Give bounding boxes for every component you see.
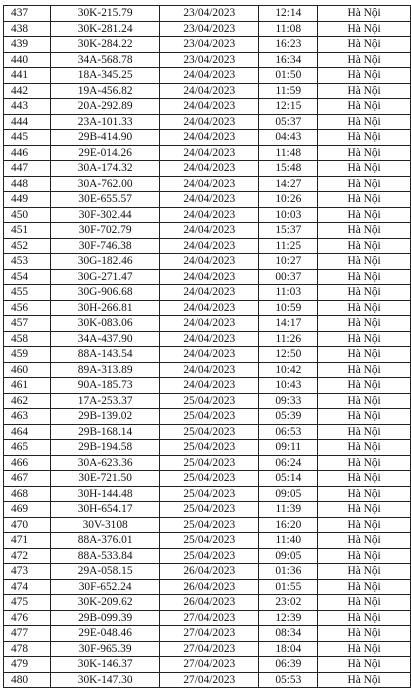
license-plate-cell: 29E-048.46: [51, 626, 160, 642]
time-cell: 23:02: [259, 595, 318, 611]
location-cell: Hà Nội: [318, 393, 411, 409]
date-cell: 27/04/2023: [160, 657, 259, 673]
time-cell: 11:08: [259, 21, 318, 37]
table-row: [4, 657, 411, 673]
date-cell: 24/04/2023: [160, 269, 259, 285]
license-plate-cell: 30F-702.79: [51, 223, 160, 239]
table-row: [4, 362, 411, 378]
table-row: [4, 641, 411, 657]
row-number-cell: 475: [4, 595, 51, 611]
time-cell: 08:34: [259, 626, 318, 642]
row-number-cell: 478: [4, 641, 51, 657]
table-row: [4, 130, 411, 146]
time-cell: 16:20: [259, 517, 318, 533]
table-row: [4, 626, 411, 642]
date-cell: 25/04/2023: [160, 424, 259, 440]
location-cell: Hà Nội: [318, 99, 411, 115]
date-cell: 24/04/2023: [160, 130, 259, 146]
row-number-cell: 466: [4, 455, 51, 471]
date-cell: 26/04/2023: [160, 579, 259, 595]
table-row: [4, 533, 411, 549]
table-row: [4, 316, 411, 332]
row-number-cell: 442: [4, 83, 51, 99]
license-plate-cell: 30H-144.48: [51, 486, 160, 502]
license-plate-cell: 30A-174.32: [51, 161, 160, 177]
time-cell: 10:59: [259, 300, 318, 316]
date-cell: 24/04/2023: [160, 68, 259, 84]
row-number-cell: 448: [4, 176, 51, 192]
location-cell: Hà Nội: [318, 52, 411, 68]
row-number-cell: 480: [4, 672, 51, 688]
row-number-cell: 454: [4, 269, 51, 285]
row-number-cell: 444: [4, 114, 51, 130]
license-plate-cell: 30K-215.79: [51, 6, 160, 22]
location-cell: Hà Nội: [318, 269, 411, 285]
row-number-cell: 452: [4, 238, 51, 254]
location-cell: Hà Nội: [318, 37, 411, 53]
row-number-cell: 467: [4, 471, 51, 487]
row-number-cell: 440: [4, 52, 51, 68]
license-plate-cell: 30A-762.00: [51, 176, 160, 192]
table-row: [4, 440, 411, 456]
table-row: [4, 68, 411, 84]
table-body: [4, 6, 411, 688]
date-cell: 24/04/2023: [160, 99, 259, 115]
time-cell: 11:25: [259, 238, 318, 254]
date-cell: 25/04/2023: [160, 440, 259, 456]
table-row: [4, 52, 411, 68]
row-number-cell: 477: [4, 626, 51, 642]
location-cell: Hà Nội: [318, 610, 411, 626]
time-cell: 05:53: [259, 672, 318, 688]
license-plate-cell: 20A-292.89: [51, 99, 160, 115]
row-number-cell: 459: [4, 347, 51, 363]
date-cell: 25/04/2023: [160, 409, 259, 425]
location-cell: Hà Nội: [318, 409, 411, 425]
license-plate-cell: 30G-182.46: [51, 254, 160, 270]
date-cell: 26/04/2023: [160, 564, 259, 580]
location-cell: Hà Nội: [318, 68, 411, 84]
license-plate-cell: 30K-146.37: [51, 657, 160, 673]
time-cell: 06:24: [259, 455, 318, 471]
row-number-cell: 457: [4, 316, 51, 332]
location-cell: Hà Nội: [318, 440, 411, 456]
location-cell: Hà Nội: [318, 145, 411, 161]
time-cell: 14:27: [259, 176, 318, 192]
row-number-cell: 438: [4, 21, 51, 37]
date-cell: 24/04/2023: [160, 238, 259, 254]
date-cell: 27/04/2023: [160, 610, 259, 626]
date-cell: 27/04/2023: [160, 672, 259, 688]
row-number-cell: 461: [4, 378, 51, 394]
time-cell: 10:27: [259, 254, 318, 270]
table-row: [4, 161, 411, 177]
date-cell: 24/04/2023: [160, 176, 259, 192]
row-number-cell: 471: [4, 533, 51, 549]
license-plate-cell: 30H-266.81: [51, 300, 160, 316]
location-cell: Hà Nội: [318, 316, 411, 332]
license-plate-cell: 88A-143.54: [51, 347, 160, 363]
time-cell: 15:37: [259, 223, 318, 239]
table-row: [4, 176, 411, 192]
license-plate-cell: 30F-746.38: [51, 238, 160, 254]
violations-table: [3, 5, 411, 688]
license-plate-cell: 88A-376.01: [51, 533, 160, 549]
time-cell: 05:37: [259, 114, 318, 130]
location-cell: Hà Nội: [318, 223, 411, 239]
license-plate-cell: 90A-185.73: [51, 378, 160, 394]
location-cell: Hà Nội: [318, 21, 411, 37]
time-cell: 11:59: [259, 83, 318, 99]
license-plate-cell: 30F-302.44: [51, 207, 160, 223]
location-cell: Hà Nội: [318, 300, 411, 316]
row-number-cell: 473: [4, 564, 51, 580]
time-cell: 11:26: [259, 331, 318, 347]
location-cell: Hà Nội: [318, 455, 411, 471]
location-cell: Hà Nội: [318, 254, 411, 270]
time-cell: 06:39: [259, 657, 318, 673]
license-plate-cell: 29A-058.15: [51, 564, 160, 580]
row-number-cell: 455: [4, 285, 51, 301]
location-cell: Hà Nội: [318, 378, 411, 394]
license-plate-cell: 88A-533.84: [51, 548, 160, 564]
time-cell: 09:11: [259, 440, 318, 456]
location-cell: Hà Nội: [318, 424, 411, 440]
row-number-cell: 447: [4, 161, 51, 177]
date-cell: 25/04/2023: [160, 533, 259, 549]
table-row: [4, 223, 411, 239]
location-cell: Hà Nội: [318, 486, 411, 502]
license-plate-cell: 30E-655.57: [51, 192, 160, 208]
time-cell: 00:37: [259, 269, 318, 285]
table-row: [4, 37, 411, 53]
location-cell: Hà Nội: [318, 517, 411, 533]
date-cell: 24/04/2023: [160, 378, 259, 394]
date-cell: 24/04/2023: [160, 300, 259, 316]
row-number-cell: 450: [4, 207, 51, 223]
row-number-cell: 443: [4, 99, 51, 115]
location-cell: Hà Nội: [318, 672, 411, 688]
license-plate-cell: 30K-083.06: [51, 316, 160, 332]
location-cell: Hà Nội: [318, 207, 411, 223]
time-cell: 11:03: [259, 285, 318, 301]
time-cell: 16:23: [259, 37, 318, 53]
table-row: [4, 83, 411, 99]
table-row: [4, 610, 411, 626]
time-cell: 09:05: [259, 548, 318, 564]
license-plate-cell: 34A-437.90: [51, 331, 160, 347]
location-cell: Hà Nội: [318, 6, 411, 22]
row-number-cell: 453: [4, 254, 51, 270]
row-number-cell: 446: [4, 145, 51, 161]
time-cell: 09:33: [259, 393, 318, 409]
time-cell: 11:39: [259, 502, 318, 518]
row-number-cell: 460: [4, 362, 51, 378]
time-cell: 14:17: [259, 316, 318, 332]
date-cell: 24/04/2023: [160, 114, 259, 130]
location-cell: Hà Nội: [318, 564, 411, 580]
row-number-cell: 472: [4, 548, 51, 564]
location-cell: Hà Nội: [318, 362, 411, 378]
date-cell: 24/04/2023: [160, 347, 259, 363]
date-cell: 24/04/2023: [160, 207, 259, 223]
date-cell: 25/04/2023: [160, 502, 259, 518]
date-cell: 23/04/2023: [160, 37, 259, 53]
location-cell: Hà Nội: [318, 595, 411, 611]
license-plate-cell: 34A-568.78: [51, 52, 160, 68]
location-cell: Hà Nội: [318, 657, 411, 673]
time-cell: 11:40: [259, 533, 318, 549]
table-row: [4, 285, 411, 301]
row-number-cell: 463: [4, 409, 51, 425]
table-row: [4, 471, 411, 487]
license-plate-cell: 19A-456.82: [51, 83, 160, 99]
table-row: [4, 564, 411, 580]
license-plate-cell: 30A-623.36: [51, 455, 160, 471]
date-cell: 24/04/2023: [160, 192, 259, 208]
date-cell: 24/04/2023: [160, 161, 259, 177]
location-cell: Hà Nội: [318, 130, 411, 146]
table-row: [4, 424, 411, 440]
time-cell: 11:48: [259, 145, 318, 161]
license-plate-cell: 30H-654.17: [51, 502, 160, 518]
time-cell: 01:50: [259, 68, 318, 84]
table-row: [4, 331, 411, 347]
location-cell: Hà Nội: [318, 331, 411, 347]
license-plate-cell: 30K-209.62: [51, 595, 160, 611]
time-cell: 01:55: [259, 579, 318, 595]
table-row: [4, 207, 411, 223]
table-row: [4, 517, 411, 533]
license-plate-cell: 17A-253.37: [51, 393, 160, 409]
date-cell: 24/04/2023: [160, 254, 259, 270]
time-cell: 04:43: [259, 130, 318, 146]
date-cell: 26/04/2023: [160, 595, 259, 611]
license-plate-cell: 30E-721.50: [51, 471, 160, 487]
location-cell: Hà Nội: [318, 114, 411, 130]
row-number-cell: 437: [4, 6, 51, 22]
row-number-cell: 470: [4, 517, 51, 533]
time-cell: 12:15: [259, 99, 318, 115]
time-cell: 10:26: [259, 192, 318, 208]
time-cell: 05:39: [259, 409, 318, 425]
license-plate-cell: 30G-271.47: [51, 269, 160, 285]
date-cell: 24/04/2023: [160, 362, 259, 378]
row-number-cell: 462: [4, 393, 51, 409]
row-number-cell: 458: [4, 331, 51, 347]
location-cell: Hà Nội: [318, 471, 411, 487]
table-row: [4, 192, 411, 208]
license-plate-cell: 89A-313.89: [51, 362, 160, 378]
row-number-cell: 468: [4, 486, 51, 502]
table-row: [4, 579, 411, 595]
license-plate-cell: 30V-3108: [51, 517, 160, 533]
table-row: [4, 548, 411, 564]
table-row: [4, 347, 411, 363]
row-number-cell: 469: [4, 502, 51, 518]
date-cell: 25/04/2023: [160, 393, 259, 409]
license-plate-cell: 30F-652.24: [51, 579, 160, 595]
row-number-cell: 465: [4, 440, 51, 456]
row-number-cell: 445: [4, 130, 51, 146]
license-plate-cell: 29B-139.02: [51, 409, 160, 425]
row-number-cell: 474: [4, 579, 51, 595]
location-cell: Hà Nội: [318, 192, 411, 208]
table-row: [4, 254, 411, 270]
license-plate-cell: 30G-906.68: [51, 285, 160, 301]
row-number-cell: 456: [4, 300, 51, 316]
time-cell: 12:50: [259, 347, 318, 363]
date-cell: 24/04/2023: [160, 285, 259, 301]
time-cell: 09:05: [259, 486, 318, 502]
time-cell: 12:39: [259, 610, 318, 626]
location-cell: Hà Nội: [318, 238, 411, 254]
date-cell: 27/04/2023: [160, 626, 259, 642]
location-cell: Hà Nội: [318, 83, 411, 99]
date-cell: 24/04/2023: [160, 223, 259, 239]
time-cell: 15:48: [259, 161, 318, 177]
table-row: [4, 486, 411, 502]
time-cell: 10:42: [259, 362, 318, 378]
date-cell: 24/04/2023: [160, 145, 259, 161]
location-cell: Hà Nội: [318, 548, 411, 564]
location-cell: Hà Nội: [318, 285, 411, 301]
location-cell: Hà Nội: [318, 347, 411, 363]
row-number-cell: 441: [4, 68, 51, 84]
row-number-cell: 464: [4, 424, 51, 440]
license-plate-cell: 30F-965.39: [51, 641, 160, 657]
date-cell: 25/04/2023: [160, 548, 259, 564]
license-plate-cell: 29E-014.26: [51, 145, 160, 161]
date-cell: 25/04/2023: [160, 517, 259, 533]
time-cell: 01:36: [259, 564, 318, 580]
row-number-cell: 439: [4, 37, 51, 53]
table-row: [4, 455, 411, 471]
license-plate-cell: 29B-099.39: [51, 610, 160, 626]
time-cell: 06:53: [259, 424, 318, 440]
date-cell: 23/04/2023: [160, 6, 259, 22]
time-cell: 05:14: [259, 471, 318, 487]
date-cell: 24/04/2023: [160, 316, 259, 332]
license-plate-cell: 30K-281.24: [51, 21, 160, 37]
license-plate-cell: 29B-414.90: [51, 130, 160, 146]
date-cell: 25/04/2023: [160, 455, 259, 471]
location-cell: Hà Nội: [318, 533, 411, 549]
table-row: [4, 145, 411, 161]
table-row: [4, 269, 411, 285]
date-cell: 24/04/2023: [160, 331, 259, 347]
location-cell: Hà Nội: [318, 161, 411, 177]
license-plate-cell: 30K-147.30: [51, 672, 160, 688]
location-cell: Hà Nội: [318, 176, 411, 192]
date-cell: 27/04/2023: [160, 641, 259, 657]
time-cell: 10:43: [259, 378, 318, 394]
table-row: [4, 21, 411, 37]
time-cell: 16:34: [259, 52, 318, 68]
license-plate-cell: 30K-284.22: [51, 37, 160, 53]
license-plate-cell: 23A-101.33: [51, 114, 160, 130]
table-row: [4, 672, 411, 688]
row-number-cell: 476: [4, 610, 51, 626]
license-plate-cell: 29B-194.58: [51, 440, 160, 456]
date-cell: 24/04/2023: [160, 83, 259, 99]
location-cell: Hà Nội: [318, 579, 411, 595]
date-cell: 23/04/2023: [160, 52, 259, 68]
row-number-cell: 449: [4, 192, 51, 208]
location-cell: Hà Nội: [318, 641, 411, 657]
table-row: [4, 502, 411, 518]
table-row: [4, 595, 411, 611]
location-cell: Hà Nội: [318, 626, 411, 642]
table-row: [4, 393, 411, 409]
license-plate-cell: 29B-168.14: [51, 424, 160, 440]
table-row: [4, 99, 411, 115]
table-row: [4, 114, 411, 130]
location-cell: Hà Nội: [318, 502, 411, 518]
table-row: [4, 378, 411, 394]
time-cell: 10:03: [259, 207, 318, 223]
table-row: [4, 238, 411, 254]
date-cell: 25/04/2023: [160, 471, 259, 487]
table-row: [4, 409, 411, 425]
date-cell: 23/04/2023: [160, 21, 259, 37]
row-number-cell: 479: [4, 657, 51, 673]
license-plate-cell: 18A-345.25: [51, 68, 160, 84]
row-number-cell: 451: [4, 223, 51, 239]
table-row: [4, 6, 411, 22]
time-cell: 18:04: [259, 641, 318, 657]
table-row: [4, 300, 411, 316]
date-cell: 25/04/2023: [160, 486, 259, 502]
time-cell: 12:14: [259, 6, 318, 22]
